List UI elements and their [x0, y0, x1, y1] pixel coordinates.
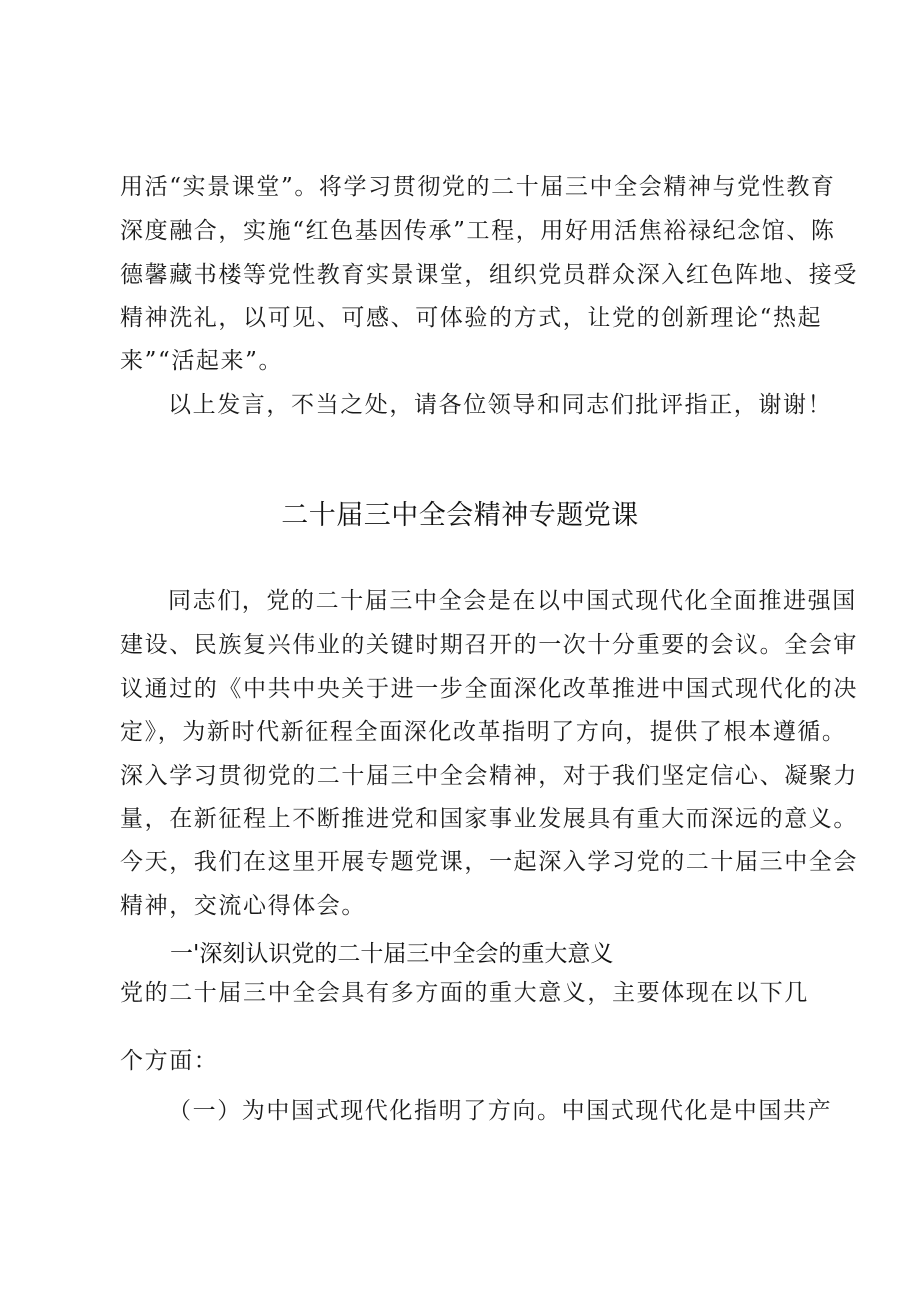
- paragraph-line: 用活“实景课堂”。将学习贯彻党的二十届三中全会精神与党性教育: [120, 174, 836, 200]
- intro-line: 量，在新征程上不断推进党和国家事业发展具有重大而深远的意义。: [120, 806, 858, 832]
- intro-line: 精神，交流心得体会。: [120, 893, 366, 919]
- paragraph-line: 德馨藏书楼等党性教育实景课堂，组织党员群众深入红色阵地、接受: [120, 262, 858, 288]
- document-title: 二十届三中全会精神专题党课: [281, 500, 639, 531]
- closing-line: 以上发言，不当之处，请各位领导和同志们批评指正，谢谢！: [168, 392, 833, 418]
- paragraph-line: 深度融合，实施“红色基因传承”工程，用好用活焦裕禄纪念馆、陈: [120, 218, 836, 244]
- section-line: 党的二十届三中全会具有多方面的重大意义，主要体现在以下几: [120, 980, 809, 1006]
- intro-line: 深入学习贯彻党的二十届三中全会精神，对于我们坚定信心、凝聚力: [120, 763, 858, 789]
- section-heading: 一'深刻认识党的二十届三中全会的重大意义: [170, 941, 614, 967]
- section-line: 个方面：: [120, 1048, 219, 1074]
- intro-line: 定》，为新时代新征程全面深化改革指明了方向，提供了根本遵循。: [120, 719, 847, 745]
- intro-line: 议通过的《中共中央关于进一步全面深化改革推进中国式现代化的决: [120, 676, 858, 702]
- intro-line: 同志们，党的二十届三中全会是在以中国式现代化全面推进强国: [168, 588, 857, 614]
- paragraph-line: 精神洗礼，以可见、可感、可体验的方式，让党的创新理论“热起: [120, 305, 823, 331]
- paragraph-line: 来”“活起来”。: [120, 348, 284, 374]
- intro-line: 今天，我们在这里开展专题党课，一起深入学习党的二十届三中全会: [120, 849, 858, 875]
- subsection-line: （一）为中国式现代化指明了方向。中国式现代化是中国共产: [168, 1098, 833, 1124]
- intro-line: 建设、民族复兴伟业的关键时期召开的一次十分重要的会议。全会审: [120, 632, 858, 658]
